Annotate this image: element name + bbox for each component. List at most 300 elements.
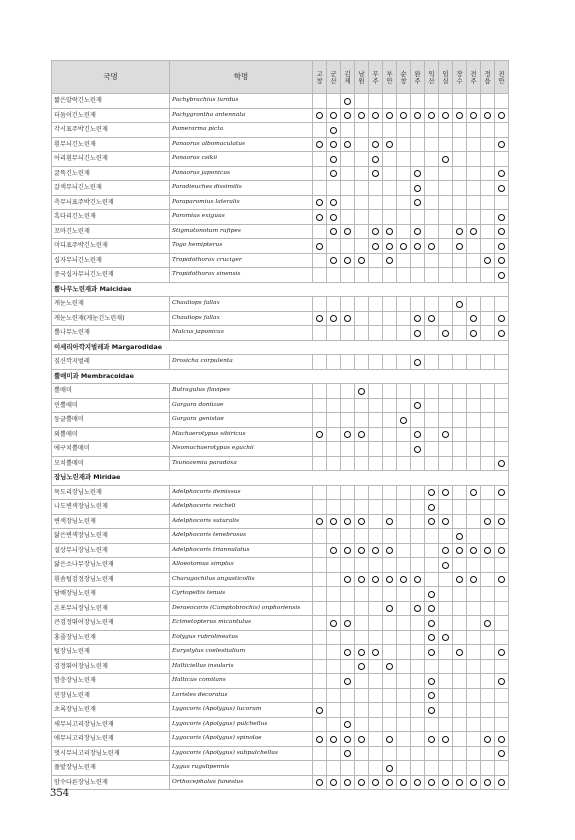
presence-cell: [313, 616, 327, 631]
presence-cell: [467, 761, 481, 776]
presence-cell: [327, 398, 341, 413]
presence-cell: [439, 674, 453, 689]
presence-cell: [411, 137, 425, 152]
presence-cell: [313, 268, 327, 283]
presence-circle-icon: [498, 257, 505, 264]
presence-cell: [397, 166, 411, 181]
table-row: [52, 732, 509, 747]
presence-cell: [495, 326, 509, 341]
presence-circle-icon: [386, 547, 393, 554]
presence-cell: [397, 384, 411, 399]
region-header: 익 산: [425, 61, 439, 94]
presence-circle-icon: [414, 112, 421, 119]
presence-cell: [369, 152, 383, 167]
table-row: [52, 543, 509, 558]
presence-cell: [481, 485, 495, 500]
common-name-cell: 굴뚝긴노린재: [52, 166, 170, 181]
presence-cell: [327, 253, 341, 268]
presence-cell: [383, 529, 397, 544]
presence-cell: [397, 485, 411, 500]
presence-cell: [481, 500, 495, 515]
presence-cell: [397, 500, 411, 515]
presence-circle-icon: [428, 112, 435, 119]
presence-cell: [327, 761, 341, 776]
presence-cell: [383, 659, 397, 674]
presence-cell: [355, 717, 369, 732]
presence-cell: [355, 355, 369, 370]
table-row: [52, 775, 509, 790]
scientific-name-cell: Paraparomius lateralis: [170, 195, 313, 210]
presence-cell: [341, 152, 355, 167]
presence-circle-icon: [456, 112, 463, 119]
presence-cell: [425, 311, 439, 326]
presence-cell: [439, 645, 453, 660]
presence-cell: [411, 572, 425, 587]
presence-cell: [369, 601, 383, 616]
table-row: [52, 253, 509, 268]
presence-cell: [495, 746, 509, 761]
table-row: [52, 674, 509, 689]
presence-circle-icon: [428, 707, 435, 714]
presence-circle-icon: [442, 156, 449, 163]
presence-circle-icon: [344, 315, 351, 322]
presence-cell: [425, 558, 439, 573]
presence-cell: [481, 239, 495, 254]
presence-circle-icon: [456, 301, 463, 308]
presence-cell: [481, 311, 495, 326]
presence-cell: [341, 326, 355, 341]
presence-cell: [439, 224, 453, 239]
presence-cell: [467, 94, 481, 109]
table-header-row: [52, 61, 509, 94]
presence-cell: [439, 442, 453, 457]
table-row: [52, 572, 509, 587]
presence-circle-icon: [386, 518, 393, 525]
presence-cell: [355, 543, 369, 558]
presence-cell: [411, 659, 425, 674]
presence-circle-icon: [344, 576, 351, 583]
presence-cell: [397, 645, 411, 660]
presence-cell: [327, 645, 341, 660]
presence-cell: [453, 572, 467, 587]
table-row: [52, 137, 509, 152]
presence-cell: [425, 456, 439, 471]
presence-circle-icon: [400, 779, 407, 786]
presence-cell: [369, 761, 383, 776]
presence-cell: [453, 659, 467, 674]
presence-cell: [369, 181, 383, 196]
presence-circle-icon: [344, 112, 351, 119]
presence-cell: [495, 398, 509, 413]
table-row: [52, 630, 509, 645]
presence-cell: [439, 572, 453, 587]
presence-cell: [411, 94, 425, 109]
presence-circle-icon: [414, 446, 421, 453]
presence-circle-icon: [316, 431, 323, 438]
presence-cell: [453, 239, 467, 254]
scientific-name-cell: Chauliops fallax: [170, 297, 313, 312]
presence-cell: [411, 703, 425, 718]
presence-cell: [425, 297, 439, 312]
presence-cell: [383, 398, 397, 413]
presence-cell: [495, 210, 509, 225]
presence-cell: [327, 224, 341, 239]
presence-cell: [425, 195, 439, 210]
presence-cell: [467, 297, 481, 312]
presence-cell: [397, 413, 411, 428]
table-row: [52, 326, 509, 341]
presence-cell: [341, 601, 355, 616]
presence-circle-icon: [344, 678, 351, 685]
presence-cell: [439, 587, 453, 602]
presence-cell: [495, 456, 509, 471]
presence-circle-icon: [498, 185, 505, 192]
presence-circle-icon: [330, 228, 337, 235]
presence-cell: [425, 166, 439, 181]
presence-cell: [481, 587, 495, 602]
presence-cell: [467, 616, 481, 631]
scientific-name-cell: Neomachaerotypus eguchii: [170, 442, 313, 457]
scientific-name-cell: Lygocoris (Apolygus) lucorum: [170, 703, 313, 718]
presence-cell: [383, 601, 397, 616]
table-row: [52, 601, 509, 616]
scientific-name-cell: Charagochilus angusticollis: [170, 572, 313, 587]
presence-cell: [341, 166, 355, 181]
presence-cell: [453, 630, 467, 645]
presence-cell: [383, 108, 397, 123]
presence-cell: [327, 616, 341, 631]
scientific-name-cell: Adelphocoris demissus: [170, 485, 313, 500]
presence-cell: [369, 746, 383, 761]
presence-cell: [439, 717, 453, 732]
presence-cell: [467, 732, 481, 747]
presence-circle-icon: [344, 736, 351, 743]
presence-circle-icon: [442, 431, 449, 438]
presence-circle-icon: [344, 228, 351, 235]
presence-cell: [411, 181, 425, 196]
presence-circle-icon: [484, 257, 491, 264]
presence-cell: [313, 311, 327, 326]
presence-cell: [355, 152, 369, 167]
presence-circle-icon: [372, 156, 379, 163]
presence-cell: [355, 442, 369, 457]
presence-cell: [397, 703, 411, 718]
presence-cell: [341, 572, 355, 587]
presence-circle-icon: [414, 170, 421, 177]
presence-cell: [453, 732, 467, 747]
presence-cell: [397, 94, 411, 109]
presence-cell: [383, 239, 397, 254]
presence-cell: [411, 108, 425, 123]
region-header: 순 창: [397, 61, 411, 94]
region-header: 진 안: [495, 61, 509, 94]
common-name-cell: 멋시무늬고리장님노린재: [52, 746, 170, 761]
region-header: 완 주: [411, 61, 425, 94]
presence-cell: [411, 166, 425, 181]
presence-cell: [383, 326, 397, 341]
presence-cell: [341, 456, 355, 471]
presence-cell: [453, 94, 467, 109]
presence-cell: [355, 703, 369, 718]
table-row: [52, 514, 509, 529]
presence-cell: [327, 123, 341, 138]
presence-cell: [439, 775, 453, 790]
presence-cell: [453, 253, 467, 268]
common-name-cell: 목도리장님노린재: [52, 485, 170, 500]
scientific-name-cell: Panaorus csikii: [170, 152, 313, 167]
table-row: [52, 659, 509, 674]
scientific-name-cell: Cyrtopeltis tenuis: [170, 587, 313, 602]
common-name-cell: 갈색무늬긴노린재: [52, 181, 170, 196]
presence-circle-icon: [498, 141, 505, 148]
presence-cell: [313, 500, 327, 515]
presence-cell: [481, 253, 495, 268]
presence-cell: [425, 268, 439, 283]
presence-circle-icon: [498, 678, 505, 685]
scientific-name-cell: Togo hemipterus: [170, 239, 313, 254]
region-header: 남 원: [355, 61, 369, 94]
presence-cell: [453, 137, 467, 152]
presence-circle-icon: [386, 228, 393, 235]
presence-circle-icon: [316, 518, 323, 525]
common-name-cell: 민장님노린재: [52, 688, 170, 703]
presence-circle-icon: [344, 721, 351, 728]
presence-cell: [369, 166, 383, 181]
presence-cell: [467, 384, 481, 399]
common-name-cell: 나도변색장님노린재: [52, 500, 170, 515]
presence-cell: [355, 427, 369, 442]
presence-circle-icon: [316, 707, 323, 714]
presence-cell: [327, 558, 341, 573]
presence-cell: [327, 181, 341, 196]
presence-circle-icon: [330, 199, 337, 206]
presence-cell: [313, 601, 327, 616]
presence-circle-icon: [330, 736, 337, 743]
presence-cell: [495, 311, 509, 326]
presence-cell: [425, 674, 439, 689]
presence-cell: [369, 514, 383, 529]
presence-cell: [383, 195, 397, 210]
presence-cell: [425, 688, 439, 703]
presence-cell: [397, 529, 411, 544]
presence-cell: [411, 558, 425, 573]
presence-cell: [495, 166, 509, 181]
common-name-cell: 뿔매미: [52, 384, 170, 399]
common-name-cell: 민뿔매미: [52, 398, 170, 413]
presence-cell: [355, 311, 369, 326]
presence-cell: [369, 572, 383, 587]
presence-cell: [369, 630, 383, 645]
presence-cell: [341, 630, 355, 645]
presence-cell: [397, 746, 411, 761]
presence-circle-icon: [386, 141, 393, 148]
scientific-name-cell: Lygocoris (Apolygus) spinolae: [170, 732, 313, 747]
presence-circle-icon: [498, 214, 505, 221]
presence-circle-icon: [442, 518, 449, 525]
presence-cell: [495, 717, 509, 732]
presence-cell: [313, 384, 327, 399]
presence-cell: [397, 210, 411, 225]
presence-cell: [425, 384, 439, 399]
presence-cell: [411, 616, 425, 631]
presence-cell: [355, 384, 369, 399]
presence-cell: [327, 94, 341, 109]
presence-cell: [425, 181, 439, 196]
presence-circle-icon: [456, 547, 463, 554]
presence-cell: [467, 355, 481, 370]
presence-cell: [481, 268, 495, 283]
scientific-name-cell: Machaerotypus sibiricus: [170, 427, 313, 442]
presence-cell: [355, 572, 369, 587]
presence-cell: [453, 645, 467, 660]
presence-cell: [327, 674, 341, 689]
scientific-name-cell: Lygus rugulipennis: [170, 761, 313, 776]
presence-circle-icon: [428, 591, 435, 598]
presence-circle-icon: [358, 736, 365, 743]
presence-circle-icon: [442, 489, 449, 496]
table-row: [52, 688, 509, 703]
presence-cell: [369, 775, 383, 790]
common-name-cell: 짚신깍지벌레: [52, 355, 170, 370]
presence-cell: [425, 732, 439, 747]
presence-cell: [495, 616, 509, 631]
presence-cell: [341, 253, 355, 268]
presence-circle-icon: [498, 489, 505, 496]
presence-cell: [369, 717, 383, 732]
presence-cell: [369, 398, 383, 413]
presence-cell: [467, 268, 481, 283]
presence-cell: [313, 108, 327, 123]
presence-cell: [313, 572, 327, 587]
presence-cell: [439, 268, 453, 283]
presence-cell: [327, 659, 341, 674]
presence-cell: [341, 427, 355, 442]
presence-circle-icon: [316, 214, 323, 221]
scientific-name-cell: Halticus comitans: [170, 674, 313, 689]
presence-cell: [327, 601, 341, 616]
presence-cell: [341, 717, 355, 732]
presence-cell: [397, 311, 411, 326]
presence-cell: [369, 195, 383, 210]
table-row: [52, 500, 509, 515]
presence-cell: [439, 152, 453, 167]
presence-cell: [495, 500, 509, 515]
presence-cell: [341, 558, 355, 573]
common-name-cell: 더듬이긴노린재: [52, 108, 170, 123]
presence-cell: [439, 94, 453, 109]
presence-cell: [495, 253, 509, 268]
presence-cell: [467, 166, 481, 181]
presence-cell: [369, 674, 383, 689]
presence-cell: [439, 732, 453, 747]
presence-cell: [327, 326, 341, 341]
presence-cell: [369, 355, 383, 370]
presence-circle-icon: [470, 779, 477, 786]
presence-cell: [383, 210, 397, 225]
presence-cell: [369, 703, 383, 718]
presence-circle-icon: [414, 779, 421, 786]
presence-cell: [397, 268, 411, 283]
presence-cell: [355, 616, 369, 631]
presence-cell: [481, 297, 495, 312]
presence-circle-icon: [428, 518, 435, 525]
family-label: 뿔매미과 Membracoidae: [52, 369, 509, 384]
presence-circle-icon: [498, 736, 505, 743]
presence-circle-icon: [414, 199, 421, 206]
presence-circle-icon: [428, 678, 435, 685]
presence-cell: [467, 152, 481, 167]
presence-circle-icon: [428, 605, 435, 612]
table-row: [52, 529, 509, 544]
presence-circle-icon: [344, 98, 351, 105]
presence-cell: [397, 442, 411, 457]
table-row: [52, 456, 509, 471]
presence-cell: [453, 514, 467, 529]
presence-circle-icon: [330, 257, 337, 264]
presence-cell: [383, 166, 397, 181]
presence-circle-icon: [358, 576, 365, 583]
presence-cell: [453, 456, 467, 471]
presence-cell: [355, 659, 369, 674]
family-row: [52, 471, 509, 486]
presence-circle-icon: [344, 518, 351, 525]
presence-cell: [313, 514, 327, 529]
presence-cell: [411, 543, 425, 558]
presence-cell: [481, 384, 495, 399]
presence-cell: [397, 239, 411, 254]
presence-cell: [467, 326, 481, 341]
presence-cell: [481, 616, 495, 631]
presence-cell: [369, 659, 383, 674]
presence-cell: [453, 746, 467, 761]
scientific-name-cell: Orthocephalus funestus: [170, 775, 313, 790]
presence-cell: [411, 645, 425, 660]
common-name-cell: 중국십자무늬긴노린재: [52, 268, 170, 283]
common-name-cell: 닮은변색장님노린재: [52, 529, 170, 544]
presence-cell: [397, 398, 411, 413]
presence-cell: [425, 413, 439, 428]
presence-cell: [439, 761, 453, 776]
presence-cell: [411, 297, 425, 312]
presence-cell: [481, 514, 495, 529]
presence-cell: [369, 413, 383, 428]
presence-cell: [481, 630, 495, 645]
common-name-cell: 검정뛰어장님노린재: [52, 659, 170, 674]
presence-cell: [495, 558, 509, 573]
presence-circle-icon: [400, 243, 407, 250]
presence-circle-icon: [386, 779, 393, 786]
presence-cell: [495, 224, 509, 239]
table-row: [52, 761, 509, 776]
table-row: [52, 181, 509, 196]
common-name-cell: 새무늬고리장님노린재: [52, 717, 170, 732]
presence-circle-icon: [498, 649, 505, 656]
presence-cell: [453, 601, 467, 616]
presence-cell: [453, 268, 467, 283]
presence-cell: [425, 746, 439, 761]
table-row: [52, 558, 509, 573]
presence-cell: [453, 703, 467, 718]
presence-cell: [495, 137, 509, 152]
presence-circle-icon: [372, 243, 379, 250]
presence-cell: [355, 485, 369, 500]
presence-cell: [313, 746, 327, 761]
presence-cell: [453, 485, 467, 500]
presence-cell: [439, 355, 453, 370]
presence-cell: [327, 717, 341, 732]
presence-cell: [355, 761, 369, 776]
presence-cell: [467, 485, 481, 500]
